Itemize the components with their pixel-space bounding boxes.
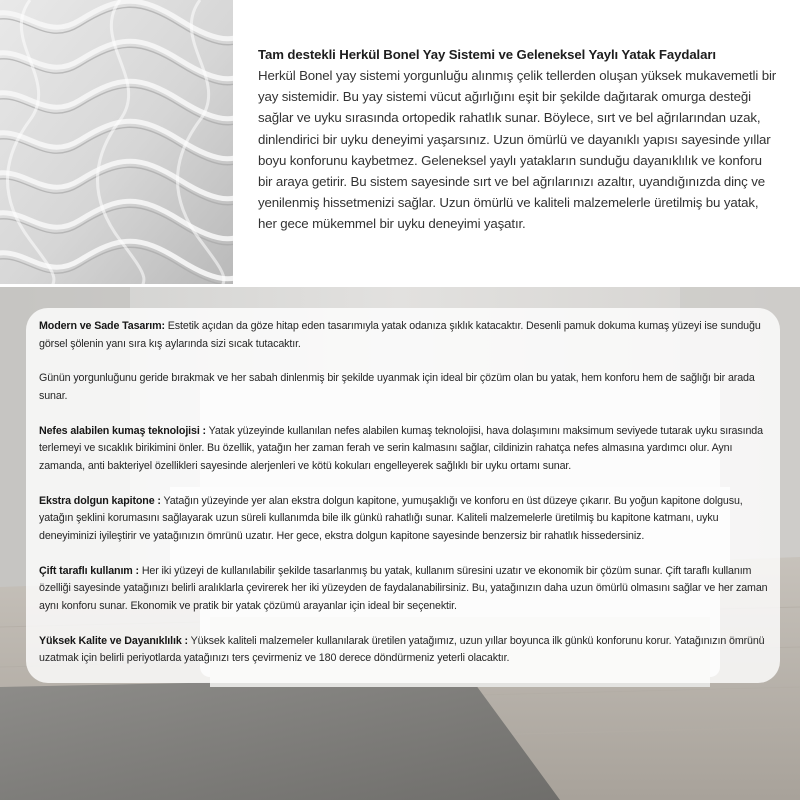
feature-double-sided xyxy=(39,563,772,616)
feature-heading: Ekstra dolgun kapitone : xyxy=(39,494,161,507)
feature-text: Günün yorgunluğunu geride bırakmak ve her sabah dinlenmiş bir şekilde uyanmak için ideal bir çözüm olan bu yatak, hem konforu hem de sağlığı bir arada sunar. xyxy=(39,372,755,402)
features-list xyxy=(39,318,772,685)
feature-text: Her iki yüzeyi de kullanılabilir şekilde tasarlanmış bu yatak, kullanım süresini uzatır ve ekonomik bir çözüm sunar. Çift taraflı kullanım özelliği sayesinde yatağınızı belirli aralıklarla çevirerek her iki yüzeyden de faydalanabilirsiniz. Bu, yatağınızın daha uzun ömürlü olmasını sağlar ve her zaman aynı konforu sunar. Ekonomik ve pratik bir yatak çözümü arayanlar için ideal bir seçenektir. xyxy=(39,564,768,612)
feature-heading: Nefes alabilen kumaş teknolojisi : xyxy=(39,424,206,437)
feature-text: Yatak yüzeyinde kullanılan nefes alabilen kumaş teknolojisi, hava dolaşımını maksimum seviyede tutarak uyku sırasında terlemeyi ve sıcaklık birikimini önler. Bu özellik, yatağın her zaman ferah ve serin kalmasını sağlar, cildinizin rahatça nefes almasına yardımcı olur. Aynı zamanda, anti bakteriyel özellikleri sayesinde alerjenleri ve kötü kokuları engelleyerek sağlıklı bir uyku ortamı sunar. xyxy=(39,424,763,472)
intro-body: Herkül Bonel yay sistemi yorgunluğu alınmış çelik tellerden oluşan yüksek mukavemetli bir yay sistemidir. Bu yay sistemi vücut ağırlığını eşit bir şekilde dağıtarak omurga desteği sağlar ve uyku sırasında ortopedik rahatlık sunar. Böylece, sırt ve bel ağrılarından uzak, dinlendirici bir uyku deneyimi yaşarsınız. Uzun ömürlü ve dayanıklı yapısı sayesinde yıllar boyu konforunu kaybetmez. Geleneksel yaylı yatakların sunduğu dayanıklılık ve konforu bir araya getirir. Bu sistem sayesinde sırt ve bel ağrılarınızı azaltır, uyandığınızda dinç ve yenilenmiş hissetmenizi sağlar. Uzun ömürlü ve kaliteli malzemelerle üretilmiş bu yatak, her gece mükemmel bir uyku deneyimi yaşatır. xyxy=(258,68,777,232)
feature-quality-durability xyxy=(39,633,772,668)
intro-title: Tam destekli Herkül Bonel Yay Sistemi ve Geleneksel Yaylı Yatak Faydaları xyxy=(258,47,716,62)
mattress-fabric-photo xyxy=(0,0,233,284)
feature-heading: Modern ve Sade Tasarım: xyxy=(39,320,165,332)
feature-breathable-fabric xyxy=(39,423,772,476)
feature-modern-design xyxy=(39,318,772,353)
intro-section xyxy=(258,44,778,235)
feature-text: Yüksek kaliteli malzemeler kullanılarak üretilen yatağımız, uzun yıllar boyunca ilk günkü konforunu korur. Yatağınızın ömrünü uzatmak için belirli periyotlarda yatağınızı ters çevirmeniz ve 180 derece döndürmeniz yeterli olacaktır. xyxy=(39,634,765,665)
feature-heading: Çift taraflı kullanım : xyxy=(39,564,139,577)
feature-heading: Yüksek Kalite ve Dayanıklılık : xyxy=(39,634,188,647)
feature-text: Yatağın yüzeyinde yer alan ekstra dolgun kapitone, yumuşaklığı ve konforu en üst düzeye çıkarır. Bu yoğun kapitone dolgusu, yatağın şeklini korumasını sağlayarak uzun süreli kullanımda bile ilk günkü rahatlığı sunar. Kaliteli malzemelerle üretilmiş bu kapitone katmanı, uyku deneyiminizi iyileştirir ve yatağınızın ömrünü uzatır. Her gece, ekstra dolgun kapitone sayesinde benzersiz bir rahatlık hissedersiniz. xyxy=(39,494,743,542)
feature-daily-comfort xyxy=(39,370,772,405)
feature-text: Estetik açıdan da göze hitap eden tasarımıyla yatak odanıza şıklık katacaktır. Desenli pamuk dokuma kumaş yüzeyi ise sunduğu görsel şölenin yanı sıra kış aylarında sizi sıcak tutacaktır. xyxy=(39,320,761,350)
feature-extra-quilting xyxy=(39,493,772,546)
